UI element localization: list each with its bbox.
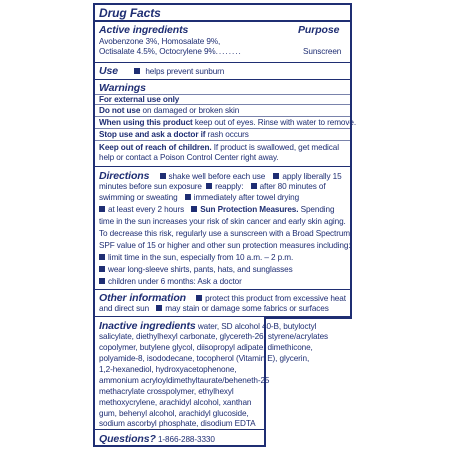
divider <box>95 62 350 63</box>
inactive-line: copolymer, butylene glycol, diisopropyl adipate, dimethicone, <box>99 343 313 352</box>
use-section <box>99 65 224 77</box>
bullet-icon <box>185 194 191 200</box>
directions-line <box>99 182 326 192</box>
directions-text: Spending <box>300 205 335 214</box>
directions-text: minutes before sun exposure <box>99 182 202 191</box>
directions-line <box>99 265 293 275</box>
bullet-icon <box>99 266 105 272</box>
warnings-when-label: When using this product <box>99 118 193 127</box>
inactive-text: water, SD alcohol 40-B, butyloctyl <box>197 322 317 331</box>
bullet-icon <box>273 173 279 179</box>
bullet-icon <box>196 295 202 301</box>
directions-heading: Directions <box>99 170 150 182</box>
page-title: Drug Facts <box>99 6 161 20</box>
other-text: protect this product from excessive heat <box>205 294 346 303</box>
inactive-line: ammonium acryloyldimethyltaurate/beheneth-25 <box>99 376 270 385</box>
warnings-stop-text: rash occurs <box>207 130 249 139</box>
inactive-line: methacrylate crosspolymer, ethylhexyl <box>99 387 234 396</box>
warnings-heading: Warnings <box>99 82 146 94</box>
divider <box>95 20 350 22</box>
inactive-heading: Inactive ingredients <box>99 320 196 332</box>
directions-line: time in the sun increases your risk of skin cancer and early skin aging. <box>99 217 346 226</box>
inactive-line: polyamide-8, isododecane, tocopherol (Vitamin E), glycerin, <box>99 354 310 363</box>
inactive-line: gum, behenyl alcohol, arachidyl glucoside, <box>99 409 249 418</box>
warnings-when-text: keep out of eyes. Rinse with water to remove. <box>194 118 357 127</box>
bullet-icon <box>251 183 257 189</box>
directions-line: SPF value of 15 or higher and other sun protection measures including: <box>99 241 351 250</box>
directions-text: children under 6 months: Ask a doctor <box>108 277 242 286</box>
active-line: Octisalate 4.5%, Octocrylene 9%........ <box>99 47 242 56</box>
directions-text: at least every 2 hours <box>108 205 185 214</box>
warnings-donot <box>99 106 239 116</box>
warnings-external: For external use only <box>99 95 180 104</box>
active-line-text: Octisalate 4.5%, Octocrylene 9% <box>99 47 216 56</box>
use-text: helps prevent sunburn <box>145 67 225 76</box>
inactive-line <box>99 320 316 332</box>
other-text: and direct sun <box>99 304 150 313</box>
other-line <box>99 292 346 304</box>
purpose-heading: Purpose <box>298 24 340 36</box>
warnings-keep <box>99 143 339 153</box>
purpose-text: Sunscreen <box>303 47 342 56</box>
directions-text: shake well before each use <box>168 172 266 181</box>
divider <box>95 116 350 117</box>
divider <box>95 166 350 167</box>
directions-line: To decrease this risk, regularly use a sunscreen with a Broad Spectrum <box>99 229 351 238</box>
questions-line <box>99 433 215 445</box>
warnings-when <box>99 118 356 128</box>
warnings-keep-label: Keep out of reach of children. <box>99 143 212 152</box>
other-heading: Other information <box>99 292 186 304</box>
divider <box>95 429 265 430</box>
questions-phone: 1-866-288-3330 <box>157 435 215 444</box>
divider <box>264 317 352 319</box>
warnings-donot-label: Do not use <box>99 106 141 115</box>
bullet-icon <box>99 278 105 284</box>
other-text: may stain or damage some fabrics or surfaces <box>165 304 329 313</box>
warnings-keep-line2: help or contact a Poison Control Center right away. <box>99 153 279 162</box>
inactive-line: 1,2-hexanediol, hydroxyacetophenone, <box>99 365 237 374</box>
warnings-keep-text: If product is swallowed, get medical <box>213 143 339 152</box>
questions-heading: Questions? <box>99 433 156 445</box>
active-line: Avobenzone 3%, Homosalate 9%, <box>99 37 221 46</box>
directions-text: wear long-sleeve shirts, pants, hats, and sunglasses <box>108 265 293 274</box>
directions-text: swimming or sweating <box>99 193 178 202</box>
warnings-stop-label: Stop use and ask a doctor if <box>99 130 206 139</box>
divider <box>95 128 350 129</box>
directions-text: limit time in the sun, especially from 10 a.m. – 2 p.m. <box>108 253 294 262</box>
other-line <box>99 304 329 314</box>
directions-line <box>99 193 299 203</box>
directions-line <box>99 277 242 287</box>
divider <box>95 289 350 290</box>
inactive-line: methoxycrylene, arachidyl alcohol, xanthan <box>99 398 252 407</box>
directions-text: Sun Protection Measures. <box>200 205 299 214</box>
bullet-icon <box>191 206 197 212</box>
bullet-icon <box>160 173 166 179</box>
bullet-icon <box>99 206 105 212</box>
divider <box>95 79 350 80</box>
directions-line <box>99 170 342 182</box>
bullet-icon <box>134 68 140 74</box>
bullet-icon <box>99 254 105 260</box>
directions-text: after 80 minutes of <box>259 182 326 191</box>
directions-line <box>99 253 293 263</box>
bullet-icon <box>206 183 212 189</box>
directions-text: reapply: <box>215 182 244 191</box>
warnings-donot-text: on damaged or broken skin <box>142 106 240 115</box>
inactive-line: salicylate, diethylhexyl carbonate, glycereth-26, styrene/acrylates <box>99 332 329 341</box>
warnings-stop <box>99 130 249 140</box>
divider <box>95 140 350 141</box>
bullet-icon <box>156 305 162 311</box>
inactive-line: sodium ascorbyl phosphate, disodium EDTA <box>99 419 256 428</box>
active-heading: Active ingredients <box>99 24 189 36</box>
directions-text: apply liberally 15 <box>282 172 342 181</box>
use-heading: Use <box>99 65 118 77</box>
directions-line <box>99 205 334 215</box>
directions-text: immediately after towel drying <box>193 193 300 202</box>
